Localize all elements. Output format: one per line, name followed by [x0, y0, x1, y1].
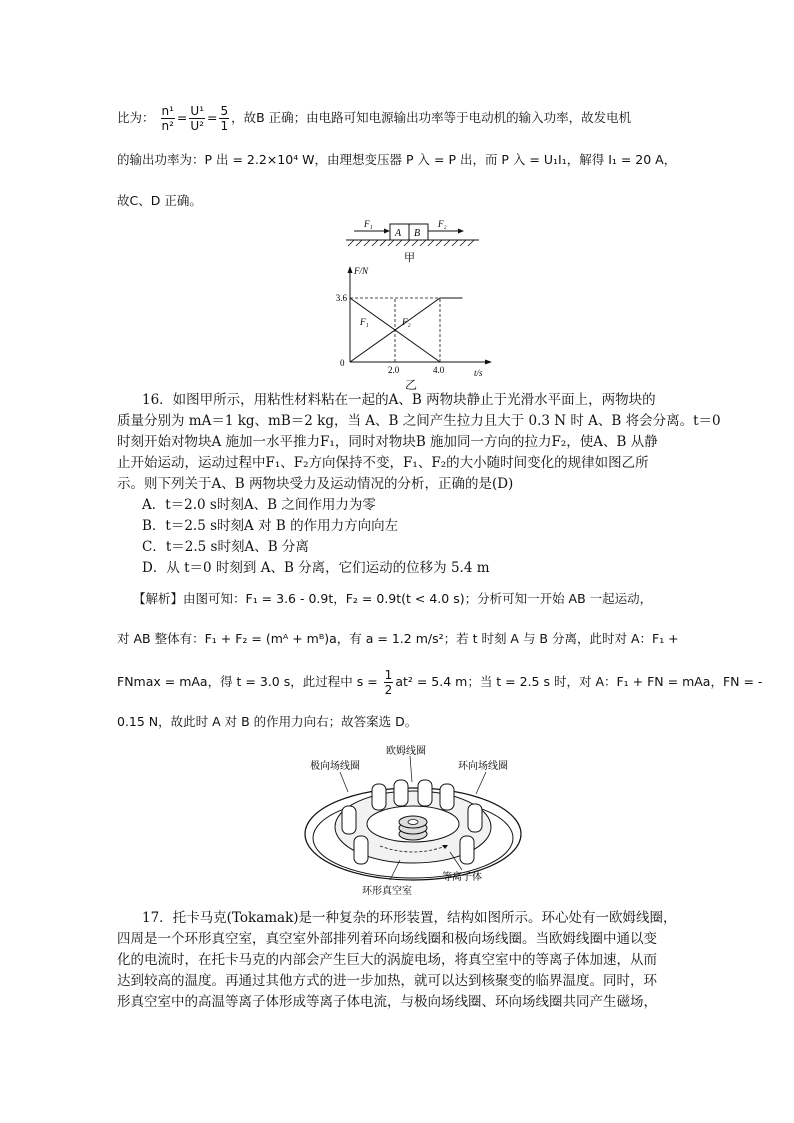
option-d: D．从 t＝0 时刻到 A、B 分离，它们运动的位移为 5.4 m — [142, 560, 490, 576]
fraction-u: $\frac{\text{U¹}}{\text{U²}}$ — [190, 104, 204, 133]
label-vacuum-chamber: 环形真空室 — [362, 886, 412, 897]
analysis16-line-2: 对 AB 整体有：F₁ + F₂ = (mᴬ + mᴮ)a，有 a = 1.2 m/s²；若 t 时刻 A 与 B 分离，此时对 A：F₁ + — [117, 631, 679, 646]
fraction-half: $\frac{1}{2}$ — [384, 668, 393, 697]
block-b-label: B — [414, 228, 421, 239]
fraction-n: $\frac{\text{n¹}}{\text{n²}}$ — [161, 104, 174, 133]
analysis16-line-1: 【解析】由图可知：F₁ = 3.6 - 0.9t，F₂ = 0.9t(t < 4.0 s)；分析可知一开始 AB 一起运动， — [133, 591, 653, 606]
series-f2-label: F₂ — [402, 317, 411, 327]
fraction-5-1: $\frac{5}{1}$ — [220, 104, 229, 133]
option-c: C．t＝2.5 s时刻A、B 分离 — [142, 539, 309, 555]
q17-line-4: 达到较高的温度。再通过其他方式的进一步加热，就可以达到核聚变的临界温度。同时，环 — [117, 973, 657, 989]
q17-line-3: 化的电流时，在托卡马克的内部会产生巨大的涡旋电场，将真空室中的等离子体加速，从而 — [117, 952, 657, 968]
q16-line-5: 示。则下列关于A、B 两物块受力及运动情况的分析，正确的是(D) — [117, 476, 514, 492]
analysis-line-conclusion: 故C、D 正确。 — [117, 193, 202, 208]
option-a: A．t＝2.0 s时刻A、B 之间作用力为零 — [142, 497, 376, 513]
x-tick-label-2: 4.0 — [433, 365, 445, 375]
q16-line-2: 质量分别为 mA＝1 kg、mB＝2 kg，当 A、B 之间产生拉力且大于 0.3 N 时 A、B 将会分离。t＝0 — [117, 413, 721, 429]
block-a-label: A — [395, 228, 402, 239]
analysis-line-power: 的输出功率为：P 出 = 2.2×10⁴ W，由理想变压器 P 入 = P 出，而 P 入 = U₁I₁，解得 I₁ = 20 A， — [117, 152, 677, 167]
figure-jia-caption: 甲 — [404, 252, 415, 264]
q16-line-1: 16．如图甲所示，用粘性材料粘在一起的A、B 两物块静止于光滑水平面上，两物块的 — [142, 392, 656, 408]
x-axis-label: t/s — [474, 368, 483, 378]
label-toroidal-coil: 环向场线圈 — [458, 761, 508, 772]
q17-line-5: 形真空室中的高温等离子体形成等离子体电流，与极向场线圈、环向场线圈共同产生磁场， — [117, 994, 657, 1010]
series-f1-label: F₁ — [360, 317, 369, 327]
origin-label: 0 — [340, 358, 345, 368]
q16-line-4: 止开始运动，运动过程中F₁、F₂方向保持不变，F₁、F₂的大小随时间变化的规律如图乙所 — [117, 455, 649, 471]
figure-yi-chart — [335, 262, 498, 384]
figure-tokamak — [300, 742, 530, 902]
q16-line-3: 时刻开始对物块A 施加一水平推力F₁，同时对物块B 施加同一方向的拉力F₂，使A、B 从静 — [117, 434, 658, 450]
y-axis-label: F/N — [354, 266, 369, 276]
option-b: B．t＝2.5 s时刻A 对 B 的作用力方向向左 — [142, 518, 399, 534]
q17-line-1: 17．托卡马克(Tokamak)是一种复杂的环形装置，结构如图所示。环心处有一欧姆线圈， — [142, 910, 677, 926]
label-poloidal-coil: 极向场线圈 — [310, 761, 360, 772]
figure-jia-blocks — [340, 216, 485, 264]
q17-line-2: 四周是一个环形真空室，真空室外部排列着环向场线圈和极向场线圈。当欧姆线圈中通以变 — [117, 931, 657, 947]
analysis16-line-4: 0.15 N，故此时 A 对 B 的作用力向右；故答案选 D。 — [117, 714, 418, 729]
label-ohmic-coil: 欧姆线圈 — [386, 746, 426, 757]
analysis-line-ratio: 比为： $\frac{\text{n¹}}{\text{n²}}$ = $\frac{\text{U¹}}{\text{U²}}$ = $\frac{5}{1}$ ，故B 正确；由电路可知电源输出功率等于电动机的输入功率，故发电机 — [117, 104, 632, 133]
figure-yi-caption: 乙 — [405, 378, 418, 392]
analysis16-line-3: FNmax = mAa，得 t = 3.0 s，此过程中 s = $\frac{1}{2}$ at² = 5.4 m；当 t = 2.5 s 时，对 A：F₁ + FN = mAa，FN = - — [117, 668, 763, 697]
y-tick-label: 3.6 — [335, 293, 347, 303]
label-plasma: 等离子体 — [442, 872, 482, 883]
force-f2-label: F₂ — [438, 219, 447, 229]
force-f1-label: F₁ — [364, 219, 373, 229]
series-f2-line — [350, 298, 463, 362]
x-tick-label-1: 2.0 — [388, 365, 400, 375]
